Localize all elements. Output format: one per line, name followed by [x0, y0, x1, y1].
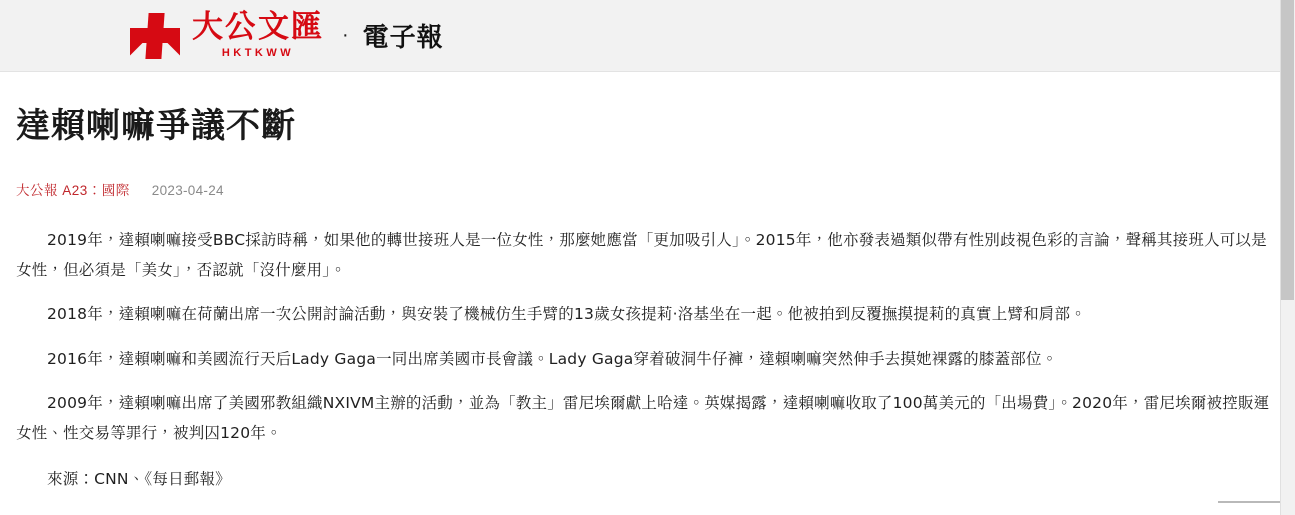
article-date: 2023-04-24: [151, 183, 224, 198]
article-paragraph: 2018年，達賴喇嘛在荷蘭出席一次公開討論活動，與安裝了機械仿生手臂的13歲女孩提莉·洛基坐在一起。他被拍到反覆撫摸提莉的真實上臂和肩部。: [47, 305, 1086, 324]
article-source: 大公報 A23：國際: [16, 183, 130, 198]
article-paragraph: 2019年，達賴喇嘛接受BBC採訪時稱，如果他的轉世接班人是一位女性，那麼她應當「更加吸引人」。2015年，他亦發表過類似帶有性別歧視色彩的言論，聲稱其接班人可以是女性，但必須是「美女」，否認就「沒什麼用」。: [16, 231, 1267, 280]
vertical-scrollbar[interactable]: [1280, 0, 1295, 515]
hktkww-logo-icon: [128, 11, 182, 61]
article-meta: [16, 179, 1279, 199]
logo-english-name: HKTKWW: [221, 47, 295, 59]
page-title: 達賴喇嘛爭議不斷: [16, 106, 296, 146]
logo-separator: ·: [342, 24, 349, 46]
epaper-label: 電子報: [362, 23, 444, 53]
scrollbar-thumb[interactable]: [1281, 0, 1294, 300]
article-source-note: 來源：CNN、《每日郵報》: [47, 470, 231, 489]
bottom-divider: [1218, 501, 1280, 503]
article-paragraph: 2016年，達賴喇嘛和美國流行天后Lady Gaga一同出席美國市長會議。Lady Gaga穿着破洞牛仔褲，達賴喇嘛突然伸手去摸她裸露的膝蓋部位。: [47, 349, 1058, 368]
site-header: [0, 0, 1295, 72]
logo-text: [192, 9, 324, 59]
article-body: [0, 72, 1295, 495]
site-logo[interactable]: [128, 11, 444, 61]
logo-chinese-name: 大公文匯: [192, 9, 324, 45]
article-paragraph: 2009年，達賴喇嘛出席了美國邪教組織NXIVM主辦的活動，並為「教主」雷尼埃爾獻上哈達。英媒揭露，達賴喇嘛收取了100萬美元的「出場費」。2020年，雷尼埃爾被控販運女性、性交易等罪行，被判囚120年。: [16, 393, 1270, 443]
